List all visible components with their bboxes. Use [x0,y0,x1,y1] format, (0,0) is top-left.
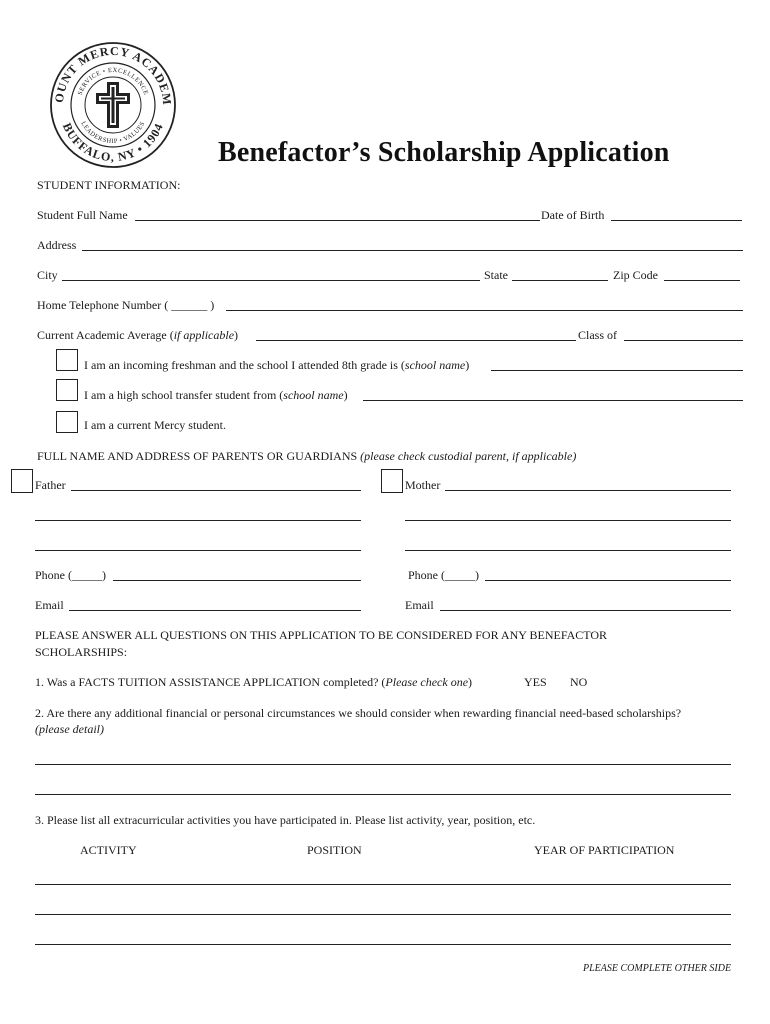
mother-address-line-2[interactable] [405,550,731,551]
state-label: State [484,268,508,282]
mother-email-field[interactable] [440,610,731,611]
home-phone-label: Home Telephone Number ( ______ ) [37,298,215,312]
home-phone-field[interactable] [226,310,743,311]
current-student-checkbox[interactable] [56,411,78,433]
activity-row-line-2[interactable] [35,914,731,915]
incoming-freshman-suffix: ) [465,358,470,372]
zip-field[interactable] [664,280,740,281]
address-label: Address [37,238,77,252]
question-1-prefix: 1. Was a FACTS TUITION ASSISTANCE APPLICATION completed? ( [35,675,386,689]
incoming-freshman-italic: school name [404,358,466,372]
current-student-label: I am a current Mercy student. [84,418,226,432]
mother-phone-label: Phone (_____) [408,568,479,582]
footer-note: PLEASE COMPLETE OTHER SIDE [583,963,732,974]
mother-email-label: Email [405,598,434,612]
seal-inner-top-text: SERVICE • EXCELLENCE [76,66,150,97]
parents-heading-text: FULL NAME AND ADDRESS OF PARENTS OR GUARDIANS [37,449,358,463]
mother-address-line-1[interactable] [405,520,731,521]
activity-row-line-1[interactable] [35,884,731,885]
activity-column-header: ACTIVITY [80,843,137,857]
question-2-detail: (please detail) [35,722,104,736]
mother-name-field[interactable] [445,490,731,491]
class-of-field[interactable] [624,340,743,341]
father-checkbox[interactable] [11,469,33,493]
transfer-student-checkbox[interactable] [56,379,78,401]
question-1 [35,675,472,689]
father-phone-field[interactable] [113,580,361,581]
father-phone-label: Phone (_____) [35,568,106,582]
incoming-freshman-prefix: I am an incoming freshman and the school I attended 8th grade is ( [84,358,405,372]
question-2-answer-line-1[interactable] [35,764,731,765]
no-option[interactable]: NO [570,675,588,689]
transfer-student-italic: school name [283,388,344,402]
position-column-header: POSITION [307,843,362,857]
question-2: 2. Are there any additional financial or personal circumstances we should consider when rewarding financial need-based scholarships? [35,706,682,720]
yes-option[interactable]: YES [524,675,547,689]
student-full-name-field[interactable] [135,220,540,221]
seal-inner-bottom-text: LEADERSHIP • VALUES [79,120,147,146]
state-field[interactable] [512,280,608,281]
father-email-field[interactable] [69,610,361,611]
seal-graphic [48,40,178,170]
seal-top-text: OUNT MERCY ACADEM [51,43,175,107]
father-address-line-1[interactable] [35,520,361,521]
cross-icon [96,82,130,128]
mother-label: Mother [405,478,441,492]
mother-phone-field[interactable] [485,580,731,581]
page-title: Benefactor’s Scholarship Application [218,137,670,168]
transfer-student-label [84,388,348,402]
parents-heading-italic: (please check custodial parent, if applicable) [360,449,577,463]
question-1-italic: Please check one [385,675,469,689]
questions-intro-line-1: PLEASE ANSWER ALL QUESTIONS ON THIS APPLICATION TO BE CONSIDERED FOR ANY BENEFACTOR [35,628,608,642]
incoming-freshman-checkbox[interactable] [56,349,78,371]
academic-average-prefix: Current Academic Average ( [37,328,174,342]
transfer-student-suffix: ) [343,388,348,402]
father-email-label: Email [35,598,64,612]
activity-row-line-3[interactable] [35,944,731,945]
father-address-line-2[interactable] [35,550,361,551]
transfer-student-prefix: I am a high school transfer student from ( [84,388,284,402]
transfer-school-field[interactable] [363,400,743,401]
address-field[interactable] [82,250,743,251]
academic-average-italic: if applicable [173,328,235,342]
student-full-name-label: Student Full Name [37,208,128,222]
school-seal [48,40,178,170]
question-1-suffix: ) [468,675,473,689]
zip-label: Zip Code [613,268,658,282]
mother-checkbox[interactable] [381,469,403,493]
father-label: Father [35,478,66,492]
freshman-school-field[interactable] [491,370,743,371]
parents-heading [37,449,576,463]
father-name-field[interactable] [71,490,361,491]
city-field[interactable] [62,280,480,281]
student-info-heading: STUDENT INFORMATION: [37,178,181,192]
dob-field[interactable] [611,220,742,221]
class-of-label: Class of [578,328,617,342]
seal-bottom-text: BUFFALO, NY • 1904 [59,120,167,165]
academic-average-label [37,328,238,342]
year-column-header: YEAR OF PARTICIPATION [534,843,675,857]
academic-average-suffix: ) [234,328,239,342]
academic-average-field[interactable] [256,340,576,341]
question-3: 3. Please list all extracurricular activities you have participated in. Please list activity, year, position, etc. [35,813,536,827]
city-label: City [37,268,58,282]
incoming-freshman-label [84,358,469,372]
dob-label: Date of Birth [541,208,605,222]
question-2-answer-line-2[interactable] [35,794,731,795]
questions-intro-line-2: SCHOLARSHIPS: [35,645,128,659]
